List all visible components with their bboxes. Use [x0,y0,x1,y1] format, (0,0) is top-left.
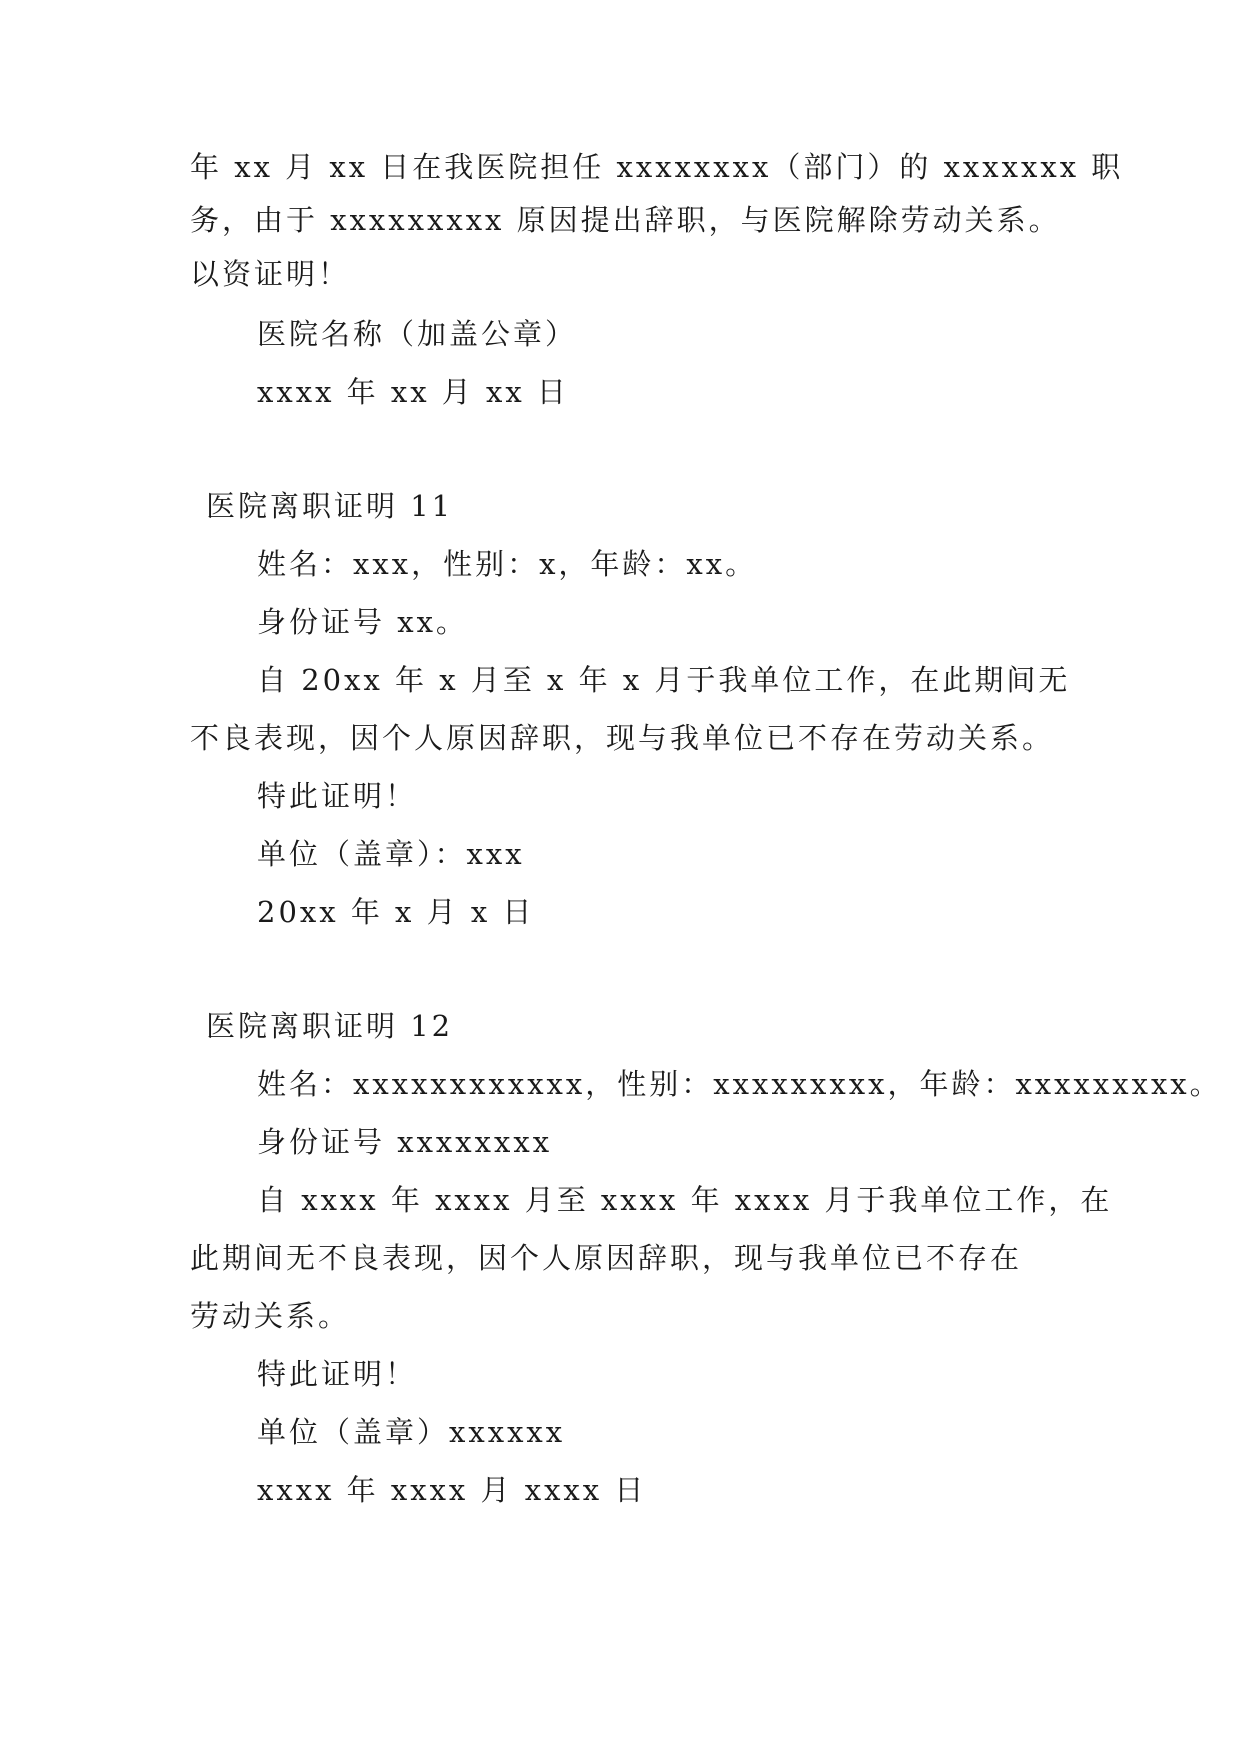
signature-line: 医院名称（加盖公章） [257,317,578,351]
date-line: xxxx 年 xxxx 月 xxxx 日 [257,1473,647,1507]
paragraph-line: 务，由于 xxxxxxxxx 原因提出辞职，与医院解除劳动关系。 [190,203,1061,237]
name-line: 姓名：xxxxxxxxxxxx，性别：xxxxxxxxx，年龄：xxxxxxxxx。 [257,1067,1222,1101]
paragraph-line: 年 xx 月 xx 日在我医院担任 xxxxxxxx（部门）的 xxxxxxx 职 [190,150,1124,184]
paragraph-line: 此期间无不良表现，因个人原因辞职，现与我单位已不存在 [190,1241,1023,1275]
id-line: 身份证号 xx。 [257,605,468,639]
closing-line: 特此证明！ [257,779,418,813]
signature-line: 单位（盖章）：xxx [257,837,525,871]
section-heading: 医院离职证明 12 [206,1009,454,1043]
paragraph-line: 劳动关系。 [190,1299,351,1333]
date-line: xxxx 年 xx 月 xx 日 [257,375,569,409]
paragraph-line: 自 xxxx 年 xxxx 月至 xxxx 年 xxxx 月于我单位工作，在 [257,1183,1113,1217]
name-line: 姓名：xxx，性别：x，年龄：xx。 [257,547,758,581]
signature-line: 单位（盖章）xxxxxx [257,1415,566,1449]
paragraph-line: 以资证明！ [190,257,351,291]
date-line: 20xx 年 x 月 x 日 [257,895,535,929]
closing-line: 特此证明！ [257,1357,418,1391]
section-heading: 医院离职证明 11 [206,489,454,523]
id-line: 身份证号 xxxxxxxx [257,1125,553,1159]
paragraph-line: 自 20xx 年 x 月至 x 年 x 月于我单位工作，在此期间无 [257,663,1071,697]
paragraph-line: 不良表现，因个人原因辞职，现与我单位已不存在劳动关系。 [190,721,1055,755]
